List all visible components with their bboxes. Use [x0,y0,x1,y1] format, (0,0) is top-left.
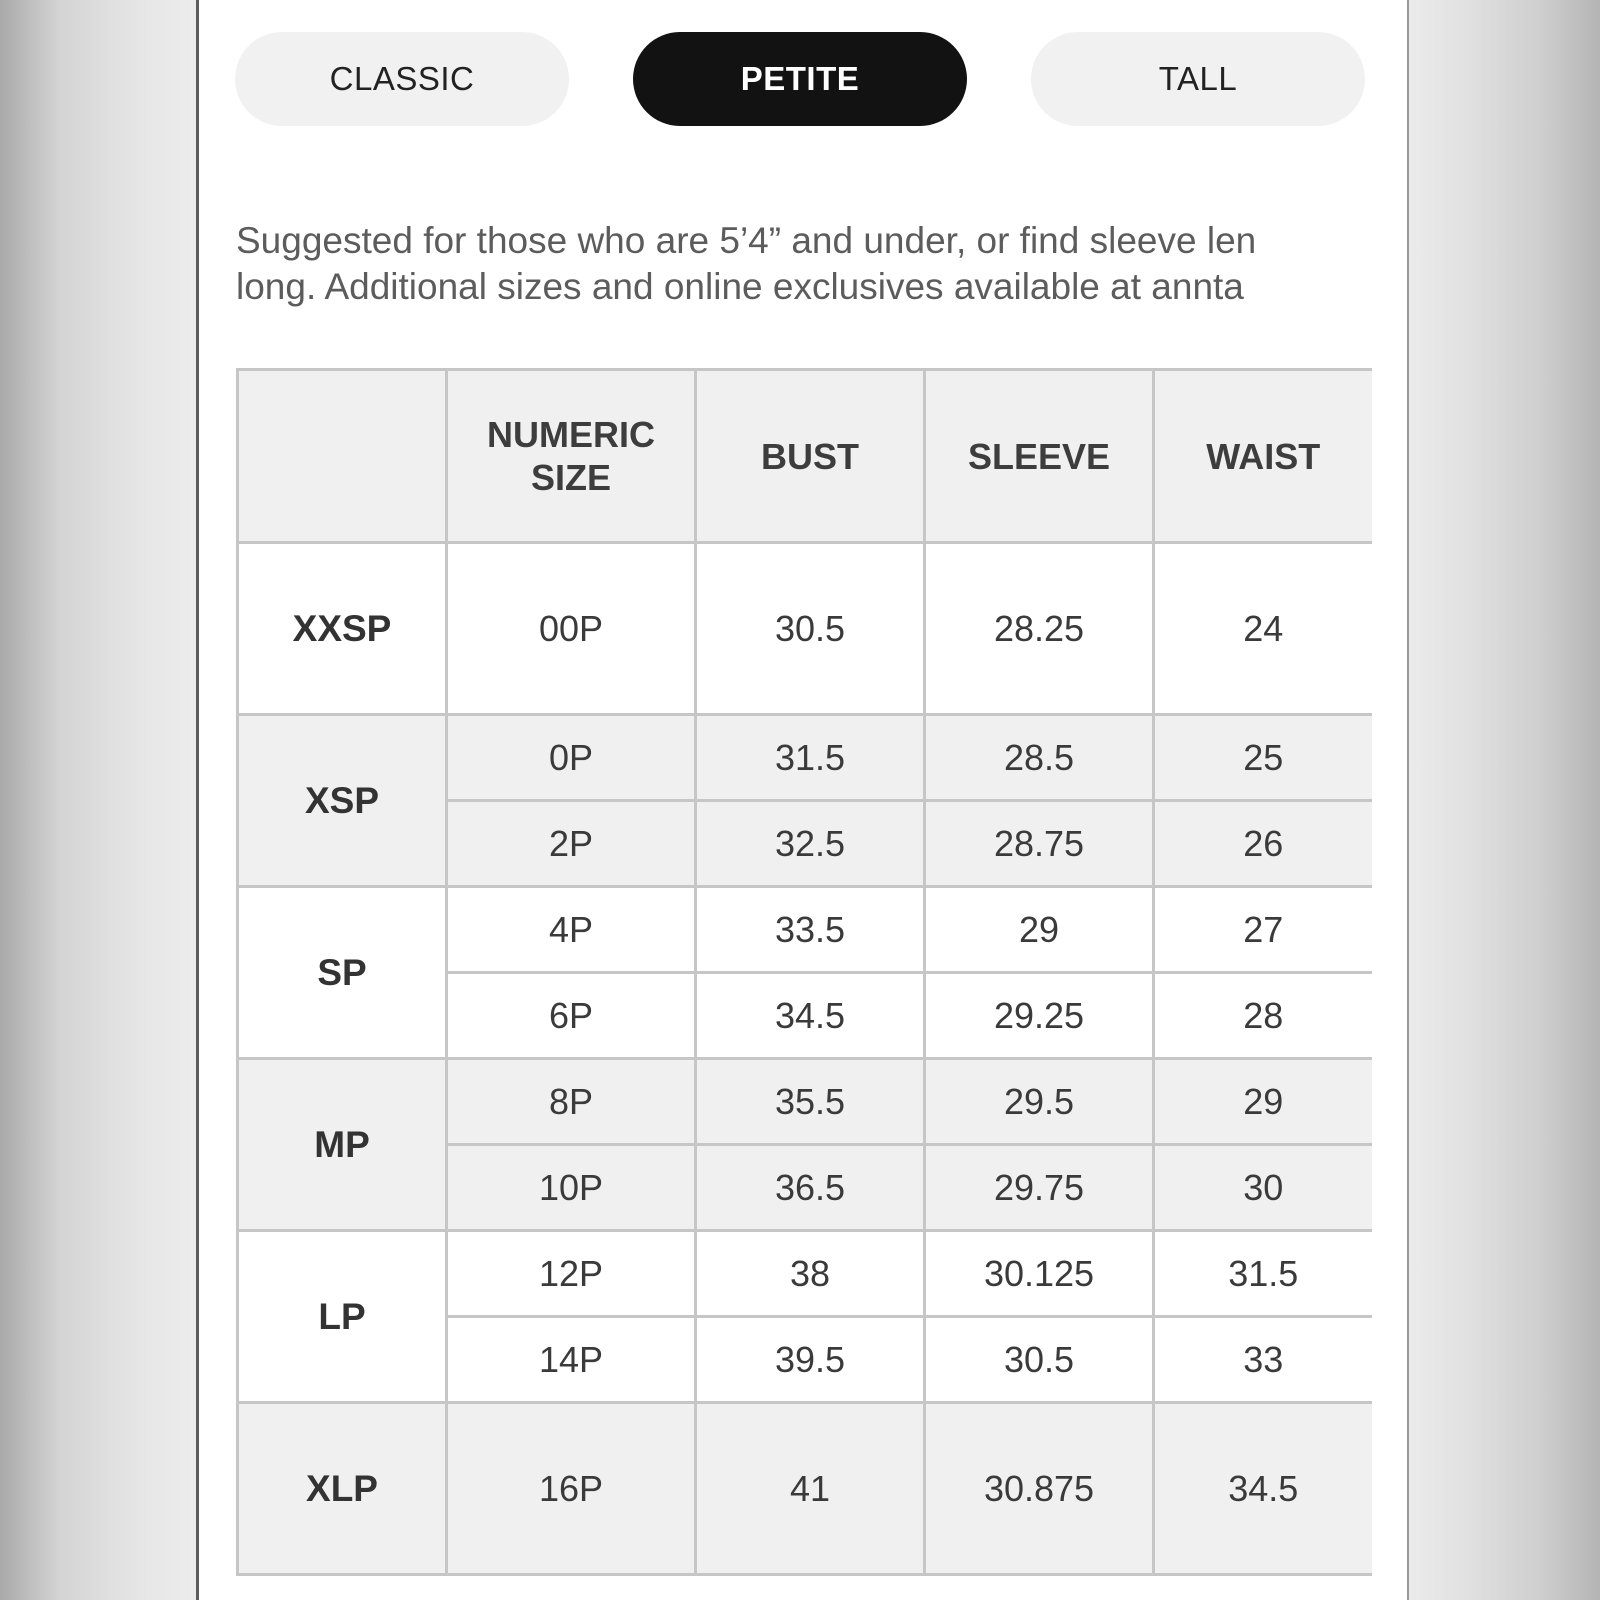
size-label: SP [238,887,447,1059]
fit-description [236,218,1371,318]
waist-cell: 28 [1154,973,1372,1059]
waist-cell: 26 [1154,801,1372,887]
numeric-size-cell: 16P [447,1403,696,1575]
waist-cell: 30 [1154,1145,1372,1231]
bust-cell: 30.5 [696,543,925,715]
bust-cell: 31.5 [696,715,925,801]
size-label: LP [238,1231,447,1403]
sleeve-cell: 29 [925,887,1154,973]
bust-cell: 34.5 [696,973,925,1059]
bust-cell: 41 [696,1403,925,1575]
sleeve-cell: 29.5 [925,1059,1154,1145]
bust-cell: 36.5 [696,1145,925,1231]
numeric-size-cell: 14P [447,1317,696,1403]
sleeve-cell: 30.5 [925,1317,1154,1403]
numeric-size-cell: 00P [447,543,696,715]
sleeve-cell: 29.75 [925,1145,1154,1231]
bust-cell: 33.5 [696,887,925,973]
header-waist: WAIST [1154,370,1372,543]
waist-cell: 34.5 [1154,1403,1372,1575]
header-numeric-size: NUMERIC SIZE [447,370,696,543]
tab-tall[interactable]: TALL [1031,32,1365,126]
fit-description-line-1: Suggested for those who are 5’4” and under, or find sleeve len [236,220,1257,261]
waist-cell: 27 [1154,887,1372,973]
header-bust: BUST [696,370,925,543]
numeric-size-cell: 6P [447,973,696,1059]
size-label: XSP [238,715,447,887]
sleeve-cell: 30.125 [925,1231,1154,1317]
size-chart-panel [196,0,1409,1600]
fit-description-line-2: long. Additional sizes and online exclusives available at annta [236,266,1244,307]
table-row [238,1059,1372,1145]
sleeve-cell: 30.875 [925,1403,1154,1575]
numeric-size-cell: 12P [447,1231,696,1317]
numeric-size-cell: 0P [447,715,696,801]
size-label: XLP [238,1403,447,1575]
sleeve-cell: 28.75 [925,801,1154,887]
table-row [238,1403,1372,1575]
bust-cell: 38 [696,1231,925,1317]
header-sleeve: SLEEVE [925,370,1154,543]
sleeve-cell: 28.25 [925,543,1154,715]
sleeve-cell: 28.5 [925,715,1154,801]
fit-tabs [235,32,1371,128]
table-row [238,715,1372,801]
table-row [238,543,1372,715]
waist-cell: 33 [1154,1317,1372,1403]
waist-cell: 24 [1154,543,1372,715]
tab-classic[interactable]: CLASSIC [235,32,569,126]
size-chart-table [236,368,1372,1576]
table-row [238,1231,1372,1317]
waist-cell: 31.5 [1154,1231,1372,1317]
table-header-row [238,370,1372,543]
waist-cell: 25 [1154,715,1372,801]
numeric-size-cell: 2P [447,801,696,887]
numeric-size-cell: 4P [447,887,696,973]
table-row [238,887,1372,973]
numeric-size-cell: 10P [447,1145,696,1231]
sleeve-cell: 29.25 [925,973,1154,1059]
size-label: MP [238,1059,447,1231]
bust-cell: 39.5 [696,1317,925,1403]
tab-petite[interactable]: PETITE [633,32,967,126]
size-label: XXSP [238,543,447,715]
bust-cell: 32.5 [696,801,925,887]
waist-cell: 29 [1154,1059,1372,1145]
header-size [238,370,447,543]
numeric-size-cell: 8P [447,1059,696,1145]
bust-cell: 35.5 [696,1059,925,1145]
